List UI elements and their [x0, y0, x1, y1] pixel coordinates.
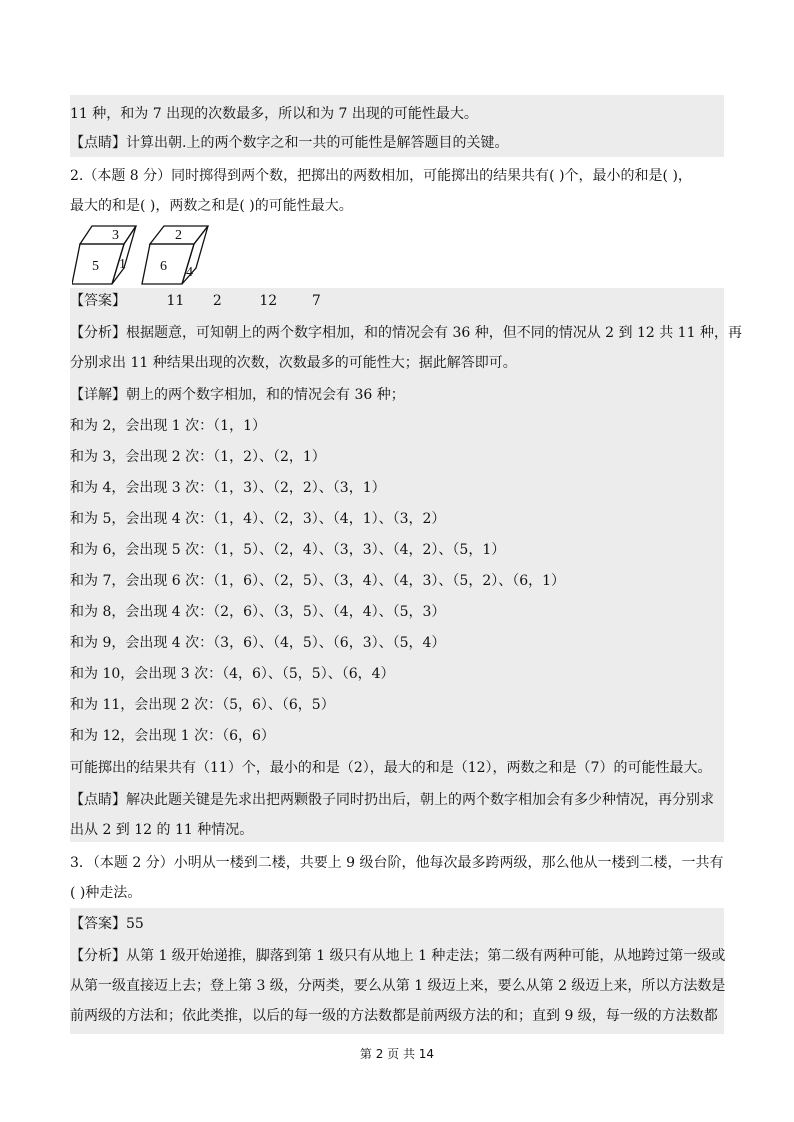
q3-stem-line-1: 3．（本题 2 分）小明从一楼到二楼，共要上 9 级台阶，他每次最多跨两级，那么他从一楼到二楼，一共有: [70, 855, 724, 871]
sum-row: 和为 11，会出现 2 次：（5，6）、（6，5）: [70, 697, 335, 713]
q3-analysis-line-3: 前两级的方法和；依此类推，以后的每一级的方法数都是前两级方法的和；直到 9 级，每一级的方法数都: [70, 1008, 718, 1024]
previous-solution-line: 11 种，和为 7 出现的次数最多，所以和为 7 出现的可能性最大。: [70, 106, 478, 122]
q2-conclusion-line: 可能掷出的结果共有（11）个，最小的和是（2），最大的和是（12），两数之和是（7）的可能性最大。: [70, 760, 712, 776]
right-die-top-face: 2: [175, 228, 182, 243]
right-die-front-face: 6: [160, 259, 167, 274]
sum-row: 和为 5，会出现 4 次：（1，4）、（2，3）、（4，1）、（3，2）: [70, 511, 446, 527]
q3-answer-line: 【答案】55: [70, 916, 144, 932]
sum-row: 和为 8，会出现 4 次：（2，6）、（3，5）、（4，4）、（5，3）: [70, 604, 446, 620]
q2-analysis-line-2: 分别求出 11 种结果出现的次数，次数最多的可能性大；据此解答即可。: [70, 355, 517, 371]
previous-tip-line: 【点睛】计算出朝.上的两个数字之和一共的可能性是解答题目的关键。: [70, 135, 509, 151]
q2-stem-line-1: 2.（本题 8 分）同时掷得到两个数，把掷出的两数相加，可能掷出的结果共有( )个，最小的和是( )，: [70, 168, 692, 184]
left-die-side-face: 1: [119, 257, 126, 272]
dice-figure: [72, 224, 222, 286]
answer-blank-1: 11: [166, 293, 185, 309]
sum-row: 和为 6，会出现 5 次：（1，5）、（2，4）、（3，3）、（4，2）、（5，1）: [70, 542, 506, 558]
q2-tip-line-1: 【点睛】解决此题关键是先求出把两颗骰子同时扔出后，朝上的两个数字相加会有多少种情况，再分别求: [70, 792, 714, 808]
q2-stem-line-2: 最大的和是( )，两数之和是( )的可能性最大。: [70, 198, 353, 214]
page-footer: 第 2 页 共 14: [359, 1047, 435, 1061]
answer-label: 【答案】: [70, 293, 126, 309]
q2-analysis-line-1: 【分析】根据题意，可知朝上的两个数字相加，和的情况会有 36 种，但不同的情况从 2 到 12 共 11 种，再: [70, 325, 742, 341]
answer-blank-3: 12: [259, 293, 278, 309]
q2-answer-line: [70, 291, 724, 311]
sum-row: 和为 9，会出现 4 次：（3，6）、（4，5）、（6，3）、（5，4）: [70, 635, 446, 651]
q2-tip-line-2: 出从 2 到 12 的 11 种情况。: [70, 822, 254, 838]
sum-row: 和为 4，会出现 3 次：（1，3）、（2，2）、（3，1）: [70, 480, 386, 496]
sum-row: 和为 7，会出现 6 次：（1，6）、（2，5）、（3，4）、（4，3）、（5，2）、（6，1）: [70, 573, 566, 589]
answer-blank-2: 2: [212, 293, 222, 309]
sum-row: 和为 2，会出现 1 次：（1，1）: [70, 418, 266, 434]
q3-analysis-line-1: 【分析】从第 1 级开始递推，脚落到第 1 级只有从地上 1 种走法；第二级有两种可能，从地跨过第一级或: [70, 948, 726, 964]
sum-row: 和为 12，会出现 1 次：（6，6）: [70, 728, 275, 744]
sum-row: 和为 3，会出现 2 次：（1，2）、（2，1）: [70, 449, 326, 465]
answer-blank-4: 7: [311, 293, 321, 309]
q2-detail-line: 【详解】朝上的两个数字相加，和的情况会有 36 种；: [70, 387, 405, 403]
q3-stem-line-2: ( )种走法。: [70, 885, 142, 901]
left-die-top-face: 3: [112, 228, 119, 243]
right-die-side-face: 4: [186, 265, 193, 280]
q3-analysis-line-2: 从第一级直接迈上去；登上第 3 级，分两类，要么从第 1 级迈上来，要么从第 2 级迈上来，所以方法数是: [70, 978, 726, 994]
left-die-front-face: 5: [92, 259, 99, 274]
sum-row: 和为 10，会出现 3 次：（4，6）、（5，5）、（6，4）: [70, 666, 395, 682]
